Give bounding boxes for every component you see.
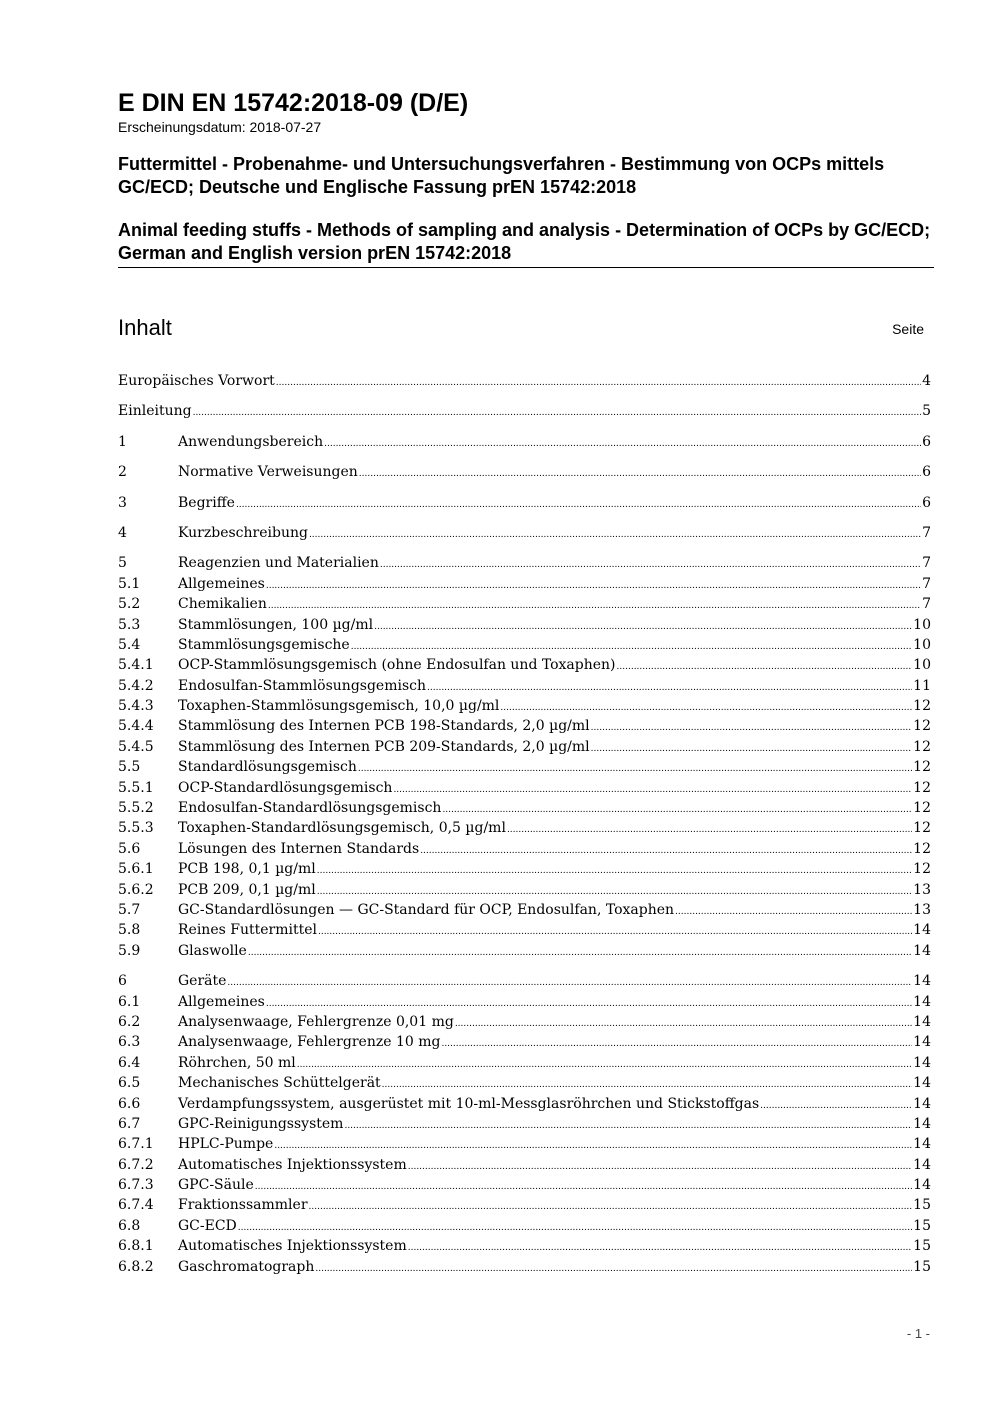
toc-entry[interactable] xyxy=(118,1216,931,1236)
toc-dot-leader xyxy=(344,1116,912,1136)
toc-entry-number: 6.5 xyxy=(118,1075,141,1092)
toc-entry-page: 14 xyxy=(913,1156,931,1173)
toc-dot-leader xyxy=(359,464,921,484)
toc-entry-label: Standardlösungsgemisch xyxy=(178,759,357,776)
toc-entry-page: 6 xyxy=(922,464,931,481)
toc-entry-number: 6 xyxy=(118,973,127,990)
toc-dot-leader xyxy=(315,1259,912,1279)
toc-entry-label: Toxaphen-Standardlösungsgemisch, 0,5 µg/ml xyxy=(178,820,506,837)
toc-entry-page: 14 xyxy=(913,1136,931,1153)
toc-entry-number: 5.6.1 xyxy=(118,861,154,878)
toc-entry-number: 5.5 xyxy=(118,759,141,776)
toc-entry-page: 14 xyxy=(913,993,931,1010)
toc-entry-page: 12 xyxy=(913,718,931,735)
toc-entry-page: 7 xyxy=(922,555,931,572)
toc-entry-page: 13 xyxy=(913,901,931,918)
toc-entry[interactable] xyxy=(118,737,931,757)
toc-entry-label: Allgemeines xyxy=(178,993,265,1010)
toc-entry-number: 6.4 xyxy=(118,1054,141,1071)
toc-entry-number: 5.2 xyxy=(118,596,141,613)
toc-entry-number: 5.6 xyxy=(118,840,141,857)
toc-entry-page: 14 xyxy=(913,1115,931,1132)
toc-entry-page: 4 xyxy=(922,373,931,389)
toc-entry-label: Toxaphen-Stammlösungsgemisch, 10,0 µg/ml xyxy=(178,698,500,715)
toc-entry[interactable] xyxy=(118,941,931,961)
toc-entry[interactable] xyxy=(118,594,931,614)
toc-entry-number: 5.3 xyxy=(118,616,141,633)
toc-entry-number: 6.7.1 xyxy=(118,1136,154,1153)
toc-dot-leader xyxy=(617,657,913,677)
toc-entry-page: 12 xyxy=(913,738,931,755)
toc-entry[interactable] xyxy=(118,574,931,594)
toc-entry-page: 7 xyxy=(922,575,931,592)
toc-entry-page: 7 xyxy=(922,524,931,541)
toc-entry-number: 2 xyxy=(118,464,127,481)
toc-dot-leader xyxy=(500,698,912,718)
toc-entry-label: Analysenwaage, Fehlergrenze 0,01 mg xyxy=(178,1013,454,1030)
toc-entry-number: 5.4.3 xyxy=(118,698,154,715)
toc-entry[interactable] xyxy=(118,1195,931,1215)
toc-dot-leader xyxy=(442,800,912,820)
toc-entry-label: Gaschromatograph xyxy=(178,1258,315,1275)
toc-entry-number: 6.7.2 xyxy=(118,1156,154,1173)
toc-entry-page: 6 xyxy=(922,494,931,511)
toc-entry-label: Begriffe xyxy=(178,494,235,511)
toc-entry-label: PCB 209, 0,1 µg/ml xyxy=(178,881,316,898)
toc-entry-label: Reagenzien und Materialien xyxy=(178,555,379,572)
toc-entry-page: 12 xyxy=(913,861,931,878)
toc-entry[interactable] xyxy=(118,553,931,573)
toc-entry-page: 15 xyxy=(913,1217,931,1234)
toc-entry-page: 15 xyxy=(913,1258,931,1275)
toc-entry-page: 14 xyxy=(913,973,931,990)
toc-entry[interactable] xyxy=(118,1073,931,1093)
toc-entry-page: 14 xyxy=(913,1013,931,1030)
toc-entry[interactable] xyxy=(118,615,931,635)
toc-entry-page: 12 xyxy=(913,820,931,837)
toc-entry-number: 6.7.4 xyxy=(118,1197,154,1214)
title-english: Animal feeding stuffs - Methods of sampling and analysis - Determination of OCPs by GC/ECD; German and English version prEN 15742:2018 xyxy=(118,219,934,268)
toc-entry-label: Normative Verweisungen xyxy=(178,464,358,481)
toc-dot-leader xyxy=(408,1238,912,1258)
toc-dot-leader xyxy=(591,739,913,759)
toc-entry[interactable] xyxy=(118,1134,931,1154)
toc-entry[interactable] xyxy=(118,1053,931,1073)
toc-dot-leader xyxy=(374,617,912,637)
toc-dot-leader xyxy=(274,1136,912,1156)
toc-entry-page: 12 xyxy=(913,698,931,715)
toc-entry-label: Verdampfungssystem, ausgerüstet mit 10-ml-Messglasröhrchen und Stickstoffgas xyxy=(178,1095,760,1112)
toc-entry-page: 10 xyxy=(913,657,931,674)
toc-entry-page: 12 xyxy=(913,779,931,796)
toc-entry-number: 6.7 xyxy=(118,1115,141,1132)
toc-entry[interactable] xyxy=(118,432,931,452)
toc-entry-number: 5.9 xyxy=(118,942,141,959)
toc-entry-page: 14 xyxy=(913,1095,931,1112)
toc-entry-number: 5.5.2 xyxy=(118,800,154,817)
toc-dot-leader xyxy=(317,861,912,881)
toc-entry-label: Automatisches Injektionssystem xyxy=(178,1156,407,1173)
toc-entry-page: 13 xyxy=(913,881,931,898)
toc-dot-leader xyxy=(266,576,921,596)
toc-entry-label: Glaswolle xyxy=(178,942,247,959)
toc-entry-label: GPC-Säule xyxy=(178,1177,254,1194)
toc-entry[interactable] xyxy=(118,971,931,991)
toc-entry-number: 5.1 xyxy=(118,575,141,592)
toc-entry-number: 5.4.5 xyxy=(118,738,154,755)
toc-entry[interactable] xyxy=(118,859,931,879)
table-of-contents xyxy=(118,371,931,1277)
toc-entry-label: Geräte xyxy=(178,973,227,990)
toc-entry-label: Röhrchen, 50 ml xyxy=(178,1054,296,1071)
toc-dot-leader xyxy=(236,495,921,515)
toc-entry-number: 4 xyxy=(118,524,127,541)
toc-entry[interactable] xyxy=(118,655,931,675)
toc-entry[interactable] xyxy=(118,1155,931,1175)
toc-entry[interactable] xyxy=(118,696,931,716)
toc-entry[interactable] xyxy=(118,798,931,818)
toc-entry-label: Einleitung xyxy=(118,403,192,420)
toc-entry[interactable] xyxy=(118,716,931,736)
toc-entry[interactable] xyxy=(118,1032,931,1052)
toc-entry-number: 5.6.2 xyxy=(118,881,154,898)
toc-page-column-label: Seite xyxy=(892,321,924,337)
toc-entry[interactable] xyxy=(118,401,931,421)
toc-dot-leader xyxy=(193,403,922,423)
toc-entry[interactable] xyxy=(118,635,931,655)
toc-entry-label: Fraktionssammler xyxy=(178,1197,308,1214)
toc-entry-page: 14 xyxy=(913,1075,931,1092)
toc-entry-label: Lösungen des Internen Standards xyxy=(178,840,420,857)
toc-entry[interactable] xyxy=(118,523,931,543)
toc-dot-leader xyxy=(591,718,913,738)
toc-entry-page: 12 xyxy=(913,759,931,776)
toc-entry-page: 14 xyxy=(913,1034,931,1051)
document-number: E DIN EN 15742:2018-09 (D/E) xyxy=(118,89,469,117)
toc-entry-page: 10 xyxy=(913,616,931,633)
toc-entry-label: Reines Futtermittel xyxy=(178,922,317,939)
toc-entry-number: 6.7.3 xyxy=(118,1177,154,1194)
toc-entry-number: 5.7 xyxy=(118,901,141,918)
toc-entry-label: Stammlösung des Internen PCB 198-Standards, 2,0 µg/ml xyxy=(178,718,590,735)
publication-date: Erscheinungsdatum: 2018-07-27 xyxy=(118,119,322,135)
toc-entry[interactable] xyxy=(118,1094,931,1114)
toc-entry-label: GC-ECD xyxy=(178,1217,237,1234)
toc-entry-page: 12 xyxy=(913,800,931,817)
toc-dot-leader xyxy=(427,678,912,698)
toc-entry-label: Allgemeines xyxy=(178,575,265,592)
toc-entry[interactable] xyxy=(118,371,931,391)
toc-entry-page: 14 xyxy=(913,922,931,939)
toc-entry-label: Endosulfan-Stammlösungsgemisch xyxy=(178,677,427,694)
toc-entry[interactable] xyxy=(118,1175,931,1195)
toc-entry-label: Endosulfan-Standardlösungsgemisch xyxy=(178,800,442,817)
toc-entry-number: 5.4 xyxy=(118,636,141,653)
toc-entry-number: 6.8.2 xyxy=(118,1258,154,1275)
toc-dot-leader xyxy=(317,882,912,902)
toc-entry-label: Anwendungsbereich xyxy=(178,433,324,450)
toc-entry-number: 6.8 xyxy=(118,1217,141,1234)
toc-dot-leader xyxy=(276,373,921,393)
toc-dot-leader xyxy=(266,994,912,1014)
toc-dot-leader xyxy=(760,1096,912,1116)
toc-entry-number: 5.4.2 xyxy=(118,677,154,694)
toc-dot-leader xyxy=(393,780,912,800)
toc-entry-page: 12 xyxy=(913,840,931,857)
toc-entry-page: 15 xyxy=(913,1197,931,1214)
toc-entry-page: 14 xyxy=(913,1054,931,1071)
toc-entry-page: 14 xyxy=(913,942,931,959)
toc-entry[interactable] xyxy=(118,1114,931,1134)
toc-entry-label: Chemikalien xyxy=(178,596,267,613)
toc-entry[interactable] xyxy=(118,1012,931,1032)
toc-entry-number: 6.1 xyxy=(118,993,141,1010)
toc-entry-label: Kurzbeschreibung xyxy=(178,524,308,541)
toc-entry[interactable] xyxy=(118,839,931,859)
toc-entry[interactable] xyxy=(118,992,931,1012)
toc-dot-leader xyxy=(382,1075,913,1095)
title-german: Futtermittel - Probenahme- und Untersuchungsverfahren - Bestimmung von OCPs mittels GC/ECD; Deutsche und Englische Fassung prEN 15742:2018 xyxy=(118,154,885,197)
toc-entry-page: 15 xyxy=(913,1238,931,1255)
toc-dot-leader xyxy=(297,1055,912,1075)
toc-dot-leader xyxy=(507,820,912,840)
toc-dot-leader xyxy=(441,1034,912,1054)
toc-dot-leader xyxy=(358,759,912,779)
toc-dot-leader xyxy=(324,434,921,454)
toc-dot-leader xyxy=(675,902,912,922)
toc-entry-page: 6 xyxy=(922,433,931,450)
toc-dot-leader xyxy=(248,943,912,963)
toc-entry-label: HPLC-Pumpe xyxy=(178,1136,274,1153)
toc-entry[interactable] xyxy=(118,778,931,798)
toc-dot-leader xyxy=(408,1157,912,1177)
toc-entry-page: 5 xyxy=(922,403,931,420)
toc-entry-page: 7 xyxy=(922,596,931,613)
toc-dot-leader xyxy=(309,525,921,545)
toc-dot-leader xyxy=(318,922,912,942)
toc-dot-leader xyxy=(380,555,921,575)
toc-dot-leader xyxy=(227,973,912,993)
toc-entry-page: 10 xyxy=(913,636,931,653)
toc-entry-number: 5.4.1 xyxy=(118,657,154,674)
toc-entry-number: 6.2 xyxy=(118,1013,141,1030)
toc-dot-leader xyxy=(268,596,921,616)
toc-entry-number: 3 xyxy=(118,494,127,511)
toc-entry-number: 5.4.4 xyxy=(118,718,154,735)
toc-header xyxy=(118,313,930,343)
toc-entry-label: Analysenwaage, Fehlergrenze 10 mg xyxy=(178,1034,441,1051)
toc-entry-page: 11 xyxy=(913,677,931,694)
toc-entry-label: Europäisches Vorwort xyxy=(118,373,275,389)
toc-entry[interactable] xyxy=(118,900,931,920)
toc-entry-label: PCB 198, 0,1 µg/ml xyxy=(178,861,316,878)
page-number: - 1 - xyxy=(906,1326,930,1341)
toc-dot-leader xyxy=(309,1197,913,1217)
toc-heading: Inhalt xyxy=(118,315,172,340)
toc-dot-leader xyxy=(455,1014,912,1034)
toc-entry-number: 6.8.1 xyxy=(118,1238,154,1255)
toc-entry[interactable] xyxy=(118,1257,931,1277)
toc-entry-label: GPC-Reinigungssystem xyxy=(178,1115,344,1132)
toc-entry-label: Mechanisches Schüttelgerät xyxy=(178,1075,381,1092)
toc-entry[interactable] xyxy=(118,1236,931,1256)
toc-entry-label: Stammlösungen, 100 µg/ml xyxy=(178,616,374,633)
toc-dot-leader xyxy=(255,1177,912,1197)
toc-entry-page: 14 xyxy=(913,1177,931,1194)
toc-dot-leader xyxy=(420,841,912,861)
toc-entry[interactable] xyxy=(118,757,931,777)
toc-entry[interactable] xyxy=(118,676,931,696)
toc-entry-number: 5 xyxy=(118,555,127,572)
toc-entry-label: OCP-Standardlösungsgemisch xyxy=(178,779,393,796)
toc-entry-number: 6.6 xyxy=(118,1095,141,1112)
toc-entry-number: 5.8 xyxy=(118,922,141,939)
toc-entry-label: OCP-Stammlösungsgemisch (ohne Endosulfan und Toxaphen) xyxy=(178,657,616,674)
toc-dot-leader xyxy=(238,1218,912,1238)
toc-entry-label: Stammlösungsgemische xyxy=(178,636,350,653)
toc-entry-number: 1 xyxy=(118,433,127,450)
toc-entry-label: GC-Standardlösungen — GC-Standard für OCP, Endosulfan, Toxaphen xyxy=(178,901,675,918)
toc-dot-leader xyxy=(351,637,912,657)
toc-entry[interactable] xyxy=(118,818,931,838)
toc-entry[interactable] xyxy=(118,880,931,900)
toc-entry[interactable] xyxy=(118,493,931,513)
toc-entry-label: Automatisches Injektionssystem xyxy=(178,1238,407,1255)
toc-entry[interactable] xyxy=(118,462,931,482)
document-header xyxy=(118,88,934,268)
toc-entry-label: Stammlösung des Internen PCB 209-Standards, 2,0 µg/ml xyxy=(178,738,590,755)
toc-entry-number: 5.5.3 xyxy=(118,820,154,837)
toc-entry-number: 6.3 xyxy=(118,1034,141,1051)
toc-entry[interactable] xyxy=(118,920,931,940)
toc-entry-number: 5.5.1 xyxy=(118,779,154,796)
